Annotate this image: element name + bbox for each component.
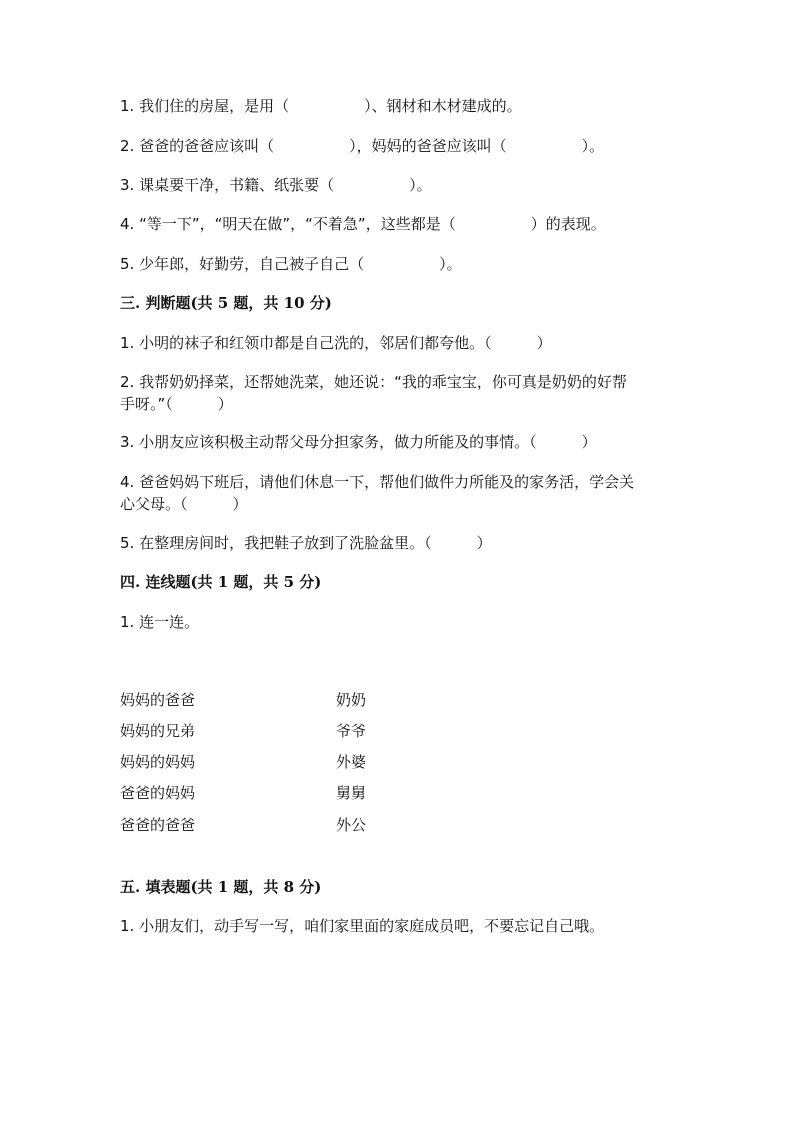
match-left-item: 爸爸的妈妈 [120, 784, 196, 802]
judge-question-3: 3. 小朋友应该积极主动帮父母分担家务，做力所能及的事情。（ ） [120, 433, 597, 451]
fill-blank-question-1: 1. 我们住的房屋，是用（ ）、钢材和木材建成的。 [120, 97, 522, 115]
match-left-item: 妈妈的爸爸 [120, 691, 196, 709]
judge-question-1: 1. 小明的袜子和红领巾都是自己洗的，邻居们都夸他。（ ） [120, 334, 552, 352]
section-5-title: 五. 填表题(共 1 题，共 8 分) [120, 878, 322, 896]
table-question-1: 1. 小朋友们，动手写一写，咱们家里面的家庭成员吧，不要忘记自己哦。 [120, 917, 605, 935]
match-right-item: 舅舅 [336, 784, 367, 802]
judge-question-4-line-2: 心父母。（ ） [120, 495, 248, 513]
fill-blank-question-2: 2. 爸爸的爸爸应该叫（ ），妈妈的爸爸应该叫（ ）。 [120, 137, 605, 155]
match-left-item: 爸爸的爸爸 [120, 816, 196, 834]
match-right-item: 奶奶 [336, 691, 367, 709]
judge-question-2-line-2: 手呀。”（ ） [120, 395, 233, 413]
matching-question-1: 1. 连一连。 [120, 613, 200, 631]
judge-question-5: 5. 在整理房间时，我把鞋子放到了洗脸盆里。（ ） [120, 534, 492, 552]
section-4-title: 四. 连线题(共 1 题，共 5 分) [120, 573, 322, 591]
judge-question-4-line-1: 4. 爸爸妈妈下班后，请他们休息一下，帮他们做件力所能及的家务活，学会关 [120, 473, 635, 491]
fill-blank-question-5: 5. 少年郎，好勤劳，自己被子自己（ ）。 [120, 255, 462, 273]
match-left-item: 妈妈的兄弟 [120, 722, 196, 740]
match-right-item: 外婆 [336, 753, 367, 771]
match-right-item: 爷爷 [336, 722, 367, 740]
judge-question-2-line-1: 2. 我帮奶奶择菜，还帮她洗菜，她还说：“我的乖宝宝，你可真是奶奶的好帮 [120, 373, 627, 391]
fill-blank-question-3: 3. 课桌要干净，书籍、纸张要（ ）。 [120, 176, 432, 194]
fill-blank-question-4: 4. “等一下”，“明天在做”，“不着急”，这些都是（ ）的表现。 [120, 215, 606, 233]
match-right-item: 外公 [336, 816, 367, 834]
section-3-title: 三. 判断题(共 5 题，共 10 分) [120, 294, 332, 312]
match-left-item: 妈妈的妈妈 [120, 753, 196, 771]
